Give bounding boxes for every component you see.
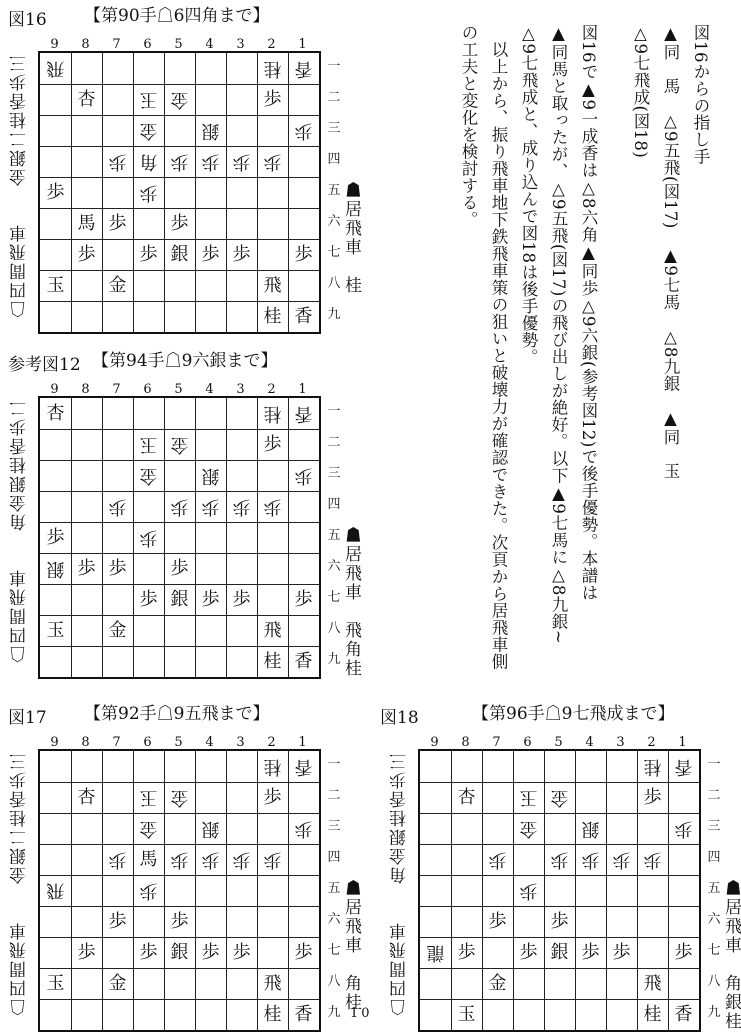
sente-piece: 馬	[139, 849, 158, 870]
gote-piece: 香	[674, 756, 693, 777]
sente-piece: 歩	[294, 244, 313, 265]
row-number: 一	[707, 757, 721, 772]
sente-piece: 歩	[139, 942, 158, 963]
gote-piece: 玉	[519, 787, 538, 808]
text-column-5: ▲同馬と取ったが、△9五飛(図17)の飛び出しが絶好。以下▲9七馬に△8九銀~	[549, 24, 568, 645]
sente-piece: 玉	[457, 1004, 476, 1025]
sente-piece: 杏	[46, 403, 65, 424]
sente-piece: 歩	[294, 942, 313, 963]
gote-piece: 歩	[139, 880, 158, 901]
sente-piece: 香	[294, 651, 313, 672]
diagram-fig17	[8, 704, 361, 1025]
gote-hand: 角金銀桂香歩二	[10, 398, 30, 531]
sente-piece: 歩	[108, 911, 127, 932]
sente-piece: 歩	[263, 787, 282, 808]
column-number: 9	[50, 382, 59, 397]
column-number: 9	[50, 735, 59, 750]
sente-piece: 香	[294, 1004, 313, 1025]
column-number: 7	[112, 735, 121, 750]
sente-piece: 飛	[263, 275, 282, 296]
row-number: 八	[707, 974, 721, 989]
gote-piece: 銀	[581, 818, 600, 839]
sente-label: ☗居飛車	[341, 181, 361, 257]
gote-piece: 香	[294, 756, 313, 777]
row-number: 八	[327, 276, 341, 291]
column-number: 3	[236, 735, 245, 750]
column-number: 1	[298, 37, 307, 52]
grid-line	[288, 398, 289, 677]
row-number: 一	[327, 404, 341, 419]
sente-piece: 桂	[263, 1004, 282, 1025]
text-column-2: ▲同 馬 △9五飛(図17) ▲9七馬 △8九銀 ▲同 玉	[661, 24, 680, 480]
column-number: 4	[205, 735, 214, 750]
row-number: 二	[707, 788, 721, 803]
sente-piece: 歩	[170, 558, 189, 579]
gote-piece: 歩	[170, 496, 189, 517]
column-number: 6	[143, 735, 152, 750]
gote-piece: 歩	[201, 151, 220, 172]
column-number: 7	[112, 382, 121, 397]
diagram-caption: 【第90手☖6四角まで】	[84, 6, 270, 26]
column-number: 3	[236, 37, 245, 52]
column-number: 2	[267, 382, 276, 397]
page-number: 10	[350, 1006, 373, 1021]
gote-piece: 歩	[263, 496, 282, 517]
diagram-label: 図18	[380, 708, 419, 728]
sente-piece: 歩	[263, 434, 282, 455]
sente-piece: 銀	[170, 244, 189, 265]
gote-piece: 歩	[108, 496, 127, 517]
column-number: 2	[647, 735, 656, 750]
shogi-board	[38, 396, 321, 679]
row-number: 九	[707, 1005, 721, 1020]
grid-line	[195, 398, 196, 677]
grid-line	[288, 53, 289, 332]
gote-piece: 金	[139, 465, 158, 486]
text-column-6: △9七飛成と、成り込んで図18は後手優勢。	[519, 24, 538, 366]
row-number: 四	[707, 850, 721, 865]
column-number: 4	[205, 37, 214, 52]
gote-piece: 歩	[519, 880, 538, 901]
sente-piece: 香	[294, 306, 313, 327]
gote-piece: 玉	[139, 787, 158, 808]
diagram-label: 図17	[8, 708, 47, 728]
sente-piece: 歩	[77, 244, 96, 265]
sente-piece: 馬	[77, 213, 96, 234]
column-number: 6	[523, 735, 532, 750]
gote-piece: 金	[170, 89, 189, 110]
diagram-fig16	[8, 6, 361, 327]
sente-piece: 歩	[46, 182, 65, 203]
gote-piece: 桂	[263, 403, 282, 424]
diagram-label: 図16	[8, 10, 47, 30]
gote-piece: 歩	[232, 849, 251, 870]
column-number: 1	[298, 735, 307, 750]
column-number: 6	[143, 382, 152, 397]
gote-piece: 銀	[201, 465, 220, 486]
sente-piece: 銀	[170, 589, 189, 610]
column-number: 8	[81, 37, 90, 52]
sente-piece: 歩	[77, 942, 96, 963]
grid-line	[420, 875, 699, 876]
gote-piece: 歩	[581, 849, 600, 870]
grid-line	[71, 398, 72, 677]
grid-line	[606, 751, 607, 1030]
grid-line	[288, 751, 289, 1030]
gote-piece: 玉	[139, 434, 158, 455]
diagram-fig18	[380, 704, 741, 1031]
column-number: 1	[298, 382, 307, 397]
sente-hand: 飛角桂	[341, 621, 361, 678]
row-number: 二	[327, 788, 341, 803]
gote-piece: 歩	[201, 496, 220, 517]
sente-piece: 歩	[550, 911, 569, 932]
gote-piece: 歩	[139, 182, 158, 203]
sente-piece: 飛	[643, 973, 662, 994]
sente-piece: 歩	[139, 244, 158, 265]
gote-piece: 香	[294, 58, 313, 79]
column-number: 9	[430, 735, 439, 750]
row-number: 二	[327, 435, 341, 450]
sente-piece: 歩	[232, 244, 251, 265]
row-number: 五	[327, 528, 341, 543]
gote-piece: 歩	[294, 465, 313, 486]
row-number: 八	[327, 621, 341, 636]
gote-piece: 銀	[46, 558, 65, 579]
column-number: 9	[50, 37, 59, 52]
row-number: 三	[327, 466, 341, 481]
column-number: 8	[81, 382, 90, 397]
gote-piece: 歩	[232, 496, 251, 517]
gote-piece: 歩	[170, 151, 189, 172]
row-number: 四	[327, 850, 341, 865]
gote-piece: 歩	[232, 151, 251, 172]
column-number: 6	[143, 37, 152, 52]
gote-piece: 金	[170, 434, 189, 455]
gote-piece: 香	[294, 403, 313, 424]
sente-piece: 金	[108, 275, 127, 296]
sente-piece: 歩	[201, 244, 220, 265]
row-number: 九	[327, 307, 341, 322]
sente-piece: 歩	[170, 911, 189, 932]
gote-piece: 歩	[643, 849, 662, 870]
gote-piece: 歩	[674, 818, 693, 839]
sente-piece: 歩	[294, 589, 313, 610]
gote-piece: 飛	[46, 880, 65, 901]
shogi-board	[38, 749, 321, 1032]
sente-piece: 飛	[263, 973, 282, 994]
gote-piece: 歩	[263, 151, 282, 172]
gote-label: ☖四間飛車	[10, 921, 30, 1016]
shogi-board	[38, 51, 321, 334]
column-number: 4	[585, 735, 594, 750]
row-number: 四	[327, 152, 341, 167]
gote-hand: 金銀二桂香歩三	[10, 53, 30, 186]
gote-label: ☖四間飛車	[10, 568, 30, 663]
column-number: 3	[616, 735, 625, 750]
column-number: 2	[267, 37, 276, 52]
gote-piece: 玉	[139, 89, 158, 110]
column-number: 7	[112, 37, 121, 52]
grid-line	[40, 522, 319, 523]
row-number: 六	[707, 912, 721, 927]
gote-piece: 歩	[294, 818, 313, 839]
row-number: 五	[327, 183, 341, 198]
sente-piece: 歩	[201, 942, 220, 963]
row-number: 一	[327, 59, 341, 74]
sente-piece: 歩	[263, 89, 282, 110]
column-number: 7	[492, 735, 501, 750]
sente-label: ☗居飛車	[341, 879, 361, 955]
row-number: 三	[707, 819, 721, 834]
text-column-4: 図16で▲9一成香は△8六角▲同歩△9六銀(参考図12)で後手優勢。本譜は	[579, 24, 598, 601]
gote-piece: 金	[550, 787, 569, 808]
sente-piece: 歩	[581, 942, 600, 963]
row-number: 七	[327, 943, 341, 958]
column-number: 4	[205, 382, 214, 397]
sente-piece: 歩	[612, 942, 631, 963]
sente-piece: 桂	[263, 651, 282, 672]
gote-piece: 歩	[170, 849, 189, 870]
diagram-caption: 【第96手☖9七飛成まで】	[472, 704, 675, 724]
grid-line	[40, 875, 319, 876]
gote-piece: 歩	[294, 120, 313, 141]
sente-piece: 歩	[77, 558, 96, 579]
gote-piece: 飛	[46, 58, 65, 79]
gote-piece: 歩	[108, 151, 127, 172]
gote-piece: 歩	[201, 849, 220, 870]
row-number: 五	[707, 881, 721, 896]
column-number: 5	[554, 735, 563, 750]
sente-piece: 玉	[46, 275, 65, 296]
sente-label: ☗居飛車	[341, 526, 361, 602]
text-column-3: △9七飛成(図18)	[631, 24, 650, 159]
diagram-ref12	[8, 351, 361, 678]
grid-line	[195, 751, 196, 1030]
row-number: 六	[327, 214, 341, 229]
text-column-8: の工夫と変化を検討する。	[459, 24, 478, 228]
sente-piece: 歩	[488, 911, 507, 932]
column-number: 8	[81, 735, 90, 750]
sente-piece: 歩	[674, 942, 693, 963]
gote-piece: 桂	[263, 756, 282, 777]
column-number: 5	[174, 37, 183, 52]
row-number: 六	[327, 912, 341, 927]
row-number: 五	[327, 881, 341, 896]
gote-piece: 歩	[612, 849, 631, 870]
column-number: 3	[236, 382, 245, 397]
gote-piece: 龍	[426, 942, 445, 963]
gote-piece: 歩	[108, 849, 127, 870]
diagram-label: 参考図12	[8, 355, 81, 375]
grid-line	[575, 751, 576, 1030]
gote-label: ☖四間飛車	[390, 921, 410, 1016]
gote-piece: 歩	[139, 527, 158, 548]
grid-line	[40, 460, 319, 461]
row-number: 七	[327, 245, 341, 260]
text-column-7: 以上から、振り飛車地下鉄飛車策の狙いと破壊力が確認できた。次頁から居飛車側	[489, 24, 508, 670]
sente-piece: 香	[674, 1004, 693, 1025]
sente-piece: 銀	[170, 942, 189, 963]
grid-line	[226, 398, 227, 677]
sente-piece: 金	[108, 620, 127, 641]
gote-piece: 桂	[643, 756, 662, 777]
row-number: 七	[707, 943, 721, 958]
sente-piece: 飛	[263, 620, 282, 641]
column-number: 1	[678, 735, 687, 750]
gote-piece: 金	[139, 120, 158, 141]
diagram-caption: 【第94手☖9六銀まで】	[92, 351, 278, 371]
grid-line	[40, 115, 319, 116]
gote-piece: 銀	[201, 818, 220, 839]
sente-piece: 歩	[643, 787, 662, 808]
gote-piece: 歩	[550, 849, 569, 870]
sente-piece: 歩	[108, 558, 127, 579]
row-number: 三	[327, 819, 341, 834]
sente-hand: 角銀桂	[721, 974, 741, 1031]
sente-piece: 杏	[77, 787, 96, 808]
sente-hand: 角桂	[341, 974, 361, 1012]
gote-piece: 金	[519, 818, 538, 839]
sente-piece: 歩	[46, 527, 65, 548]
sente-piece: 歩	[232, 942, 251, 963]
sente-piece: 杏	[457, 787, 476, 808]
grid-line	[40, 813, 319, 814]
sente-piece: 玉	[46, 620, 65, 641]
gote-hand: 金銀二桂香歩三	[10, 751, 30, 884]
sente-piece: 歩	[201, 589, 220, 610]
grid-line	[195, 53, 196, 332]
row-number: 三	[327, 121, 341, 136]
column-number: 5	[174, 382, 183, 397]
sente-piece: 銀	[550, 942, 569, 963]
sente-piece: 歩	[170, 213, 189, 234]
grid-line	[420, 813, 699, 814]
gote-label: ☖四間飛車	[10, 223, 30, 318]
sente-label: ☗居飛車	[721, 879, 741, 955]
sente-piece: 歩	[108, 213, 127, 234]
sente-piece: 桂	[643, 1004, 662, 1025]
row-number: 九	[327, 652, 341, 667]
sente-piece: 歩	[519, 942, 538, 963]
gote-piece: 歩	[263, 849, 282, 870]
column-number: 2	[267, 735, 276, 750]
sente-piece: 杏	[77, 89, 96, 110]
sente-hand: 桂	[341, 276, 361, 295]
sente-piece: 玉	[46, 973, 65, 994]
grid-line	[40, 177, 319, 178]
sente-piece: 歩	[139, 589, 158, 610]
column-number: 8	[461, 735, 470, 750]
sente-piece: 金	[488, 973, 507, 994]
gote-piece: 桂	[263, 58, 282, 79]
sente-piece: 歩	[232, 589, 251, 610]
column-number: 5	[174, 735, 183, 750]
shogi-board	[418, 749, 701, 1032]
row-number: 一	[327, 757, 341, 772]
row-number: 四	[327, 497, 341, 512]
gote-piece: 金	[170, 787, 189, 808]
row-number: 九	[327, 1005, 341, 1020]
gote-piece: 角	[139, 151, 158, 172]
row-number: 二	[327, 90, 341, 105]
sente-piece: 金	[108, 973, 127, 994]
sente-piece: 歩	[457, 942, 476, 963]
row-number: 八	[327, 974, 341, 989]
sente-piece: 桂	[263, 306, 282, 327]
gote-hand: 角金銀桂香歩三	[390, 751, 410, 884]
grid-line	[226, 53, 227, 332]
row-number: 六	[327, 559, 341, 574]
text-column-1: 図16からの指し手	[691, 24, 710, 165]
gote-piece: 歩	[488, 849, 507, 870]
grid-line	[226, 751, 227, 1030]
row-number: 七	[327, 590, 341, 605]
gote-piece: 銀	[201, 120, 220, 141]
grid-line	[668, 751, 669, 1030]
gote-piece: 金	[139, 818, 158, 839]
diagram-caption: 【第92手☖9五飛まで】	[84, 704, 270, 724]
